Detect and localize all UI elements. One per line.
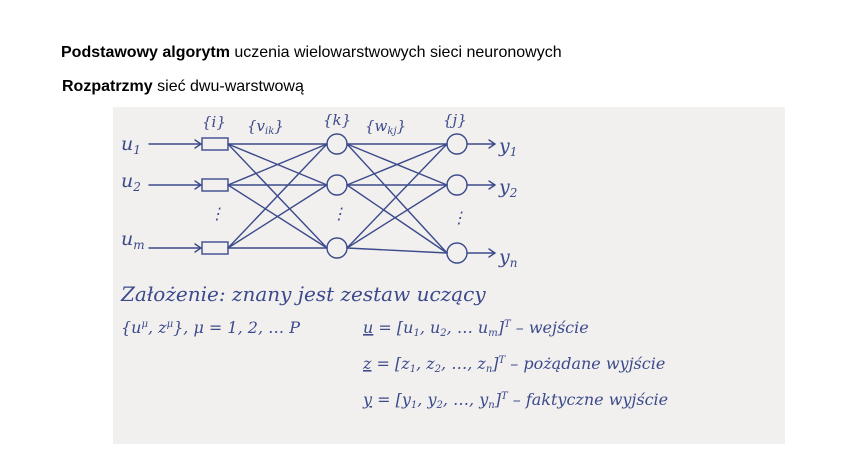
input-label-m: $u_m$ — [121, 228, 145, 252]
equation-input: u = [u1, u2, … um]$^T$ – wejście — [363, 318, 589, 339]
dots-outputs: ⋮ — [451, 208, 467, 227]
dots-inputs: ⋮ — [209, 204, 225, 223]
output-label-n: $y_n$ — [499, 246, 518, 270]
page-subtitle — [62, 78, 304, 96]
assumption-text: Założenie: znany jest zestaw uczący — [121, 282, 486, 306]
title-bold: Podstawowy algorytm — [61, 44, 230, 61]
handwritten-network-sketch — [113, 107, 785, 444]
title-rest: uczenia wielowarstwowych sieci neuronowych — [229, 44, 562, 61]
input-label-2: $u_2$ — [121, 170, 141, 194]
output-label-1: $y_1$ — [499, 135, 518, 159]
page-title — [61, 44, 562, 62]
equation-actual-output: y = [y1, y2, …, yn]$^T$ – faktyczne wyjście — [363, 390, 669, 411]
label-set-k: {k} — [323, 111, 352, 129]
label-set-w: $\{w_{kj}\}$ — [365, 117, 407, 137]
label-set-j: {j} — [443, 111, 467, 129]
training-set-definition: {$u^\mu$, $z^\mu$}, μ = 1, 2, … P — [121, 318, 300, 337]
label-set-v: $\{v_{ik}\}$ — [247, 117, 284, 137]
input-label-1: $u_1$ — [121, 133, 141, 157]
subtitle-rest: sieć dwu-warstwową — [152, 78, 304, 95]
label-set-i: {i} — [202, 113, 226, 131]
subtitle-bold: Rozpatrzmy — [62, 78, 153, 95]
output-label-2: $y_2$ — [499, 176, 518, 200]
dots-hidden: ⋮ — [331, 204, 347, 223]
equation-desired-output: z = [z1, z2, …, zn]$^T$ – pożądane wyjście — [363, 354, 666, 375]
